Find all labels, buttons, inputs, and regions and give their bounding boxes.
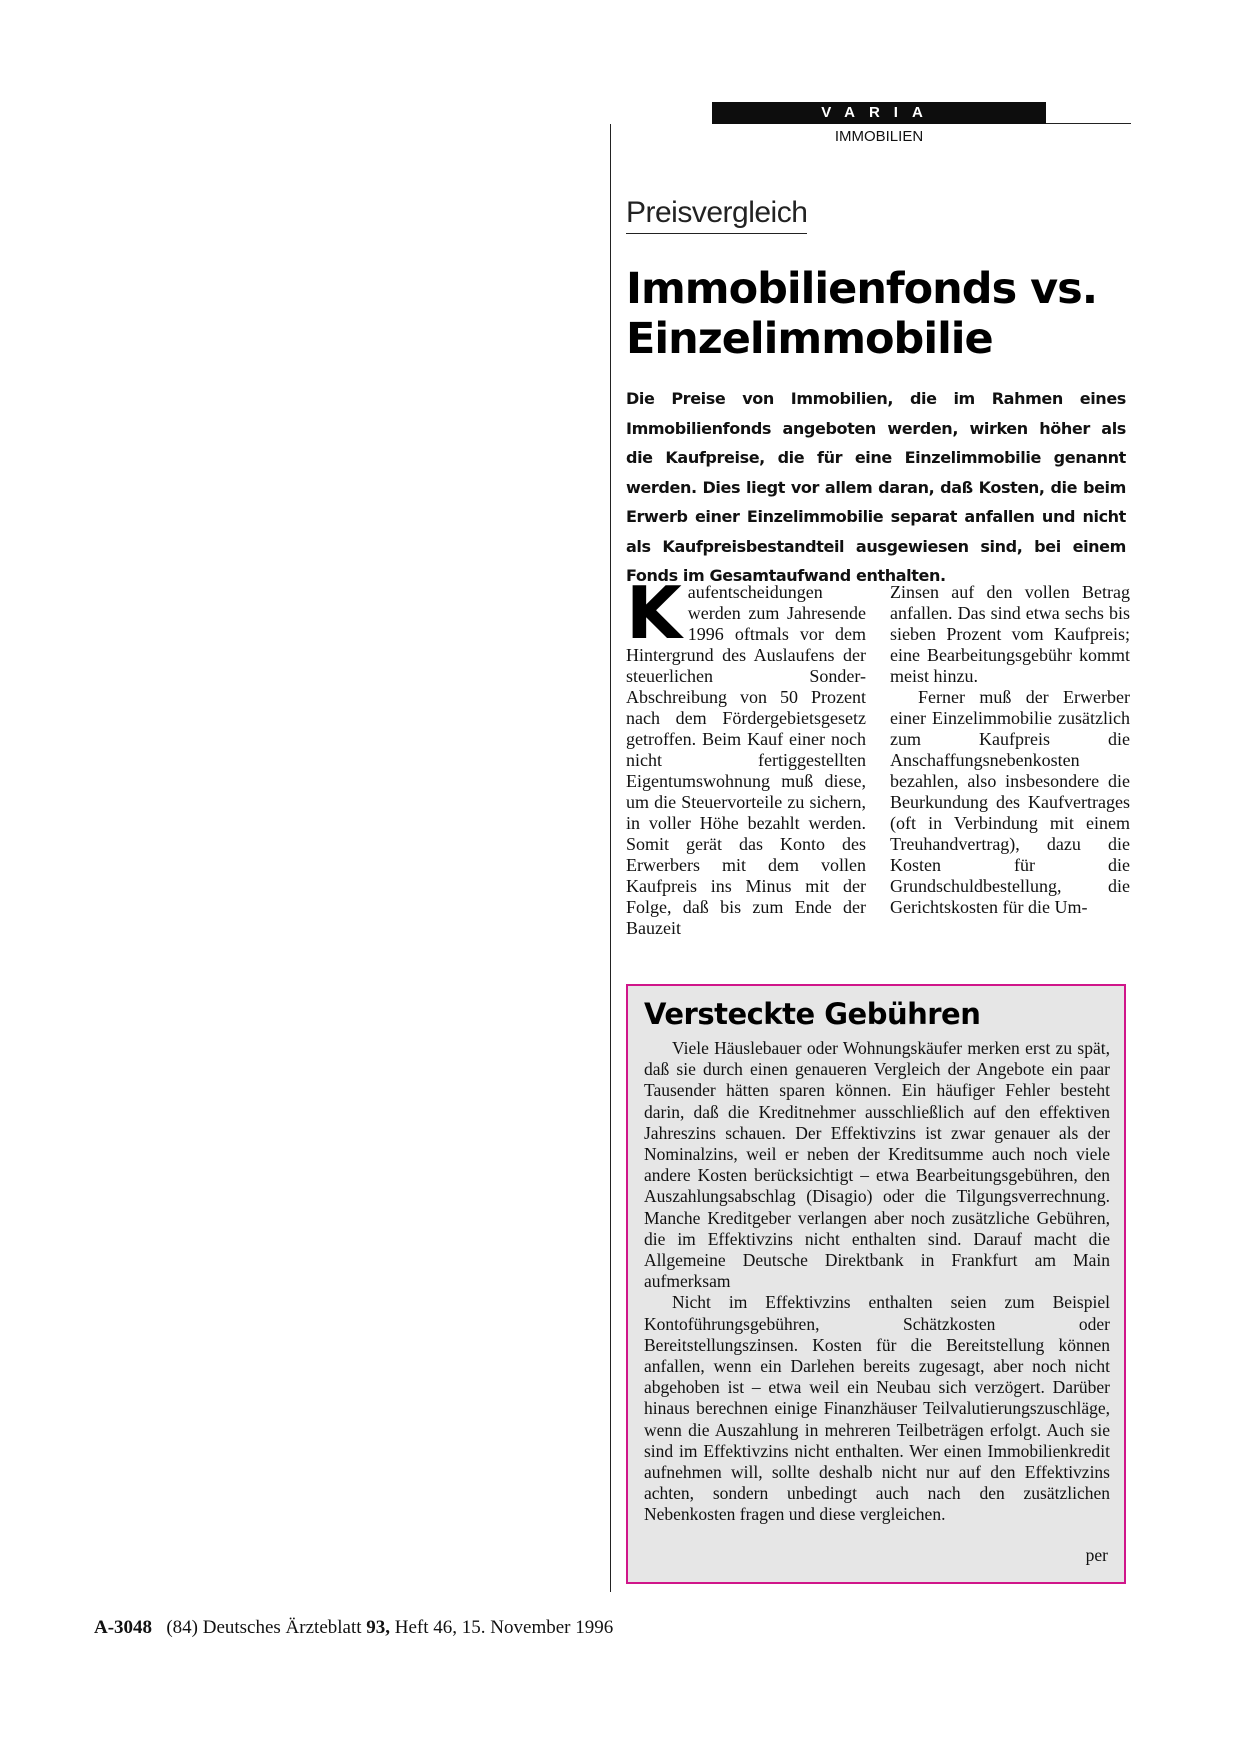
author-signature: per [1085,1545,1108,1565]
body-column-2 [890,582,1130,918]
section-label: VARIA [712,102,1046,124]
headline-line-2: Einzelimmobilie [626,314,993,364]
sidebar-box-paragraph: Viele Häuslebauer oder Wohnungskäufer merken erst zu spät, daß sie durch einen genaueren Vergleich der Angebote ein paar Tausender hätten sparen können. Ein häufiger Fehler besteht darin, daß die Kreditnehmer ausschließlich auf den effektiven Jahreszins schauen. Der Effektivzins ist zwar genauer als der Nominalzins, weil er neben der Kreditsumme auch noch viele andere Kosten berücksichtigt – etwa Bearbeitungsgebühren, den Auszahlungsabschlag (Disagio) oder die Tilgungsverrechnung. Manche Kreditgeber verlangen aber noch zusätzliche Gebühren, die im Effektivzins nicht enthalten sind. Darauf macht die Allgemeine Deutsche Direktbank in Frankfurt am Main aufmerksam [644,1038,1110,1292]
body-text: aufentscheidungen werden zum Jahresende 1996 oftmals vor dem Hintergrund des Auslaufens der steuerlichen Sonder-Abschreibung von 50 Prozent nach dem Fördergebietsgesetz getroffen. Beim Kauf einer noch nicht fertiggestellten Eigentumswohnung muß diese, um die Steuervorteile zu sichern, in voller Höhe bezahlt werden. Somit gerät das Konto des Erwerbers mit dem vollen Kaufpreis ins Minus mit der Folge, daß bis zum Ende der Bauzeit [626,582,866,938]
section-rule [1046,123,1131,124]
headline-line-1: Immobilienfonds vs. [626,264,1098,314]
article-headline [626,264,1136,364]
article-lead: Die Preise von Immobilien, die im Rahmen eines Immobilienfonds angeboten werden, wirken höher als die Kaufpreise, die für eine Einzelimmobilie genannt werden. Dies liegt vor allem daran, daß Kosten, die beim Erwerb einer Einzelimmobilie separat anfallen und nicht als Kaufpreisbestandteil ausgewiesen sind, bei einem Fonds im Gesamtaufwand enthalten. [626,389,1126,585]
article-kicker: Preisvergleich [626,196,807,234]
page-code: A-3048 [94,1617,153,1638]
sidebar-box-paragraph: Nicht im Effektivzins enthalten seien zum Beispiel Kontoführungsgebühren, Schätzkosten oder Bereitstellungszinsen. Kosten für die Bereitstellung können anfallen, wenn ein Darlehen bereits zugesagt, aber noch nicht abgehoben ist – etwa weil ein Neubau sich verzögert. Darüber hinaus berechnen einige Finanzhäuser Teilvalutierungszuschläge, wenn die Auszahlung in mehreren Teilbeträgen erfolgt. Auch sie sind im Effektivzins nicht enthalten. Wer einen Immobilienkredit aufnehmen will, sollte deshalb nicht nur auf den Effektivzins achten, sondern unbedingt auch nach den zusätzlichen Nebenkosten fragen und diese vergleichen. [644,1292,1110,1525]
section-sub-label: IMMOBILIEN [834,128,924,145]
article-body [626,571,1130,942]
issue-date: Heft 46, 15. November 1996 [394,1617,614,1638]
drop-cap: K [626,571,682,655]
volume-number: 93, [366,1617,391,1638]
body-column-1 [626,571,866,939]
page-footer [94,1617,613,1639]
body-paragraph: Ferner muß der Erwerber einer Einzelimmobilie zusätzlich zum Kaufpreis die Anschaffungsnebenkosten bezahlen, also insbesondere die Beurkundung des Kaufvertrages (oft in Verbindung mit einem Treuhandvertrag), dazu die Kosten für die Grundschuldbestellung, die Gerichtskosten für die Um- [890,687,1130,917]
sidebar-box [626,984,1126,1584]
journal-name: (84) Deutsches Ärzteblatt [166,1617,362,1638]
body-paragraph [626,571,866,939]
body-paragraph: Zinsen auf den vollen Betrag anfallen. Das sind etwa sechs bis sieben Prozent vom Kaufpreis; eine Bearbeitungsgebühr kommt meist hinzu. [890,582,1130,686]
sidebar-box-title: Versteckte Gebühren [644,997,981,1031]
column-divider-rule [610,124,611,1592]
